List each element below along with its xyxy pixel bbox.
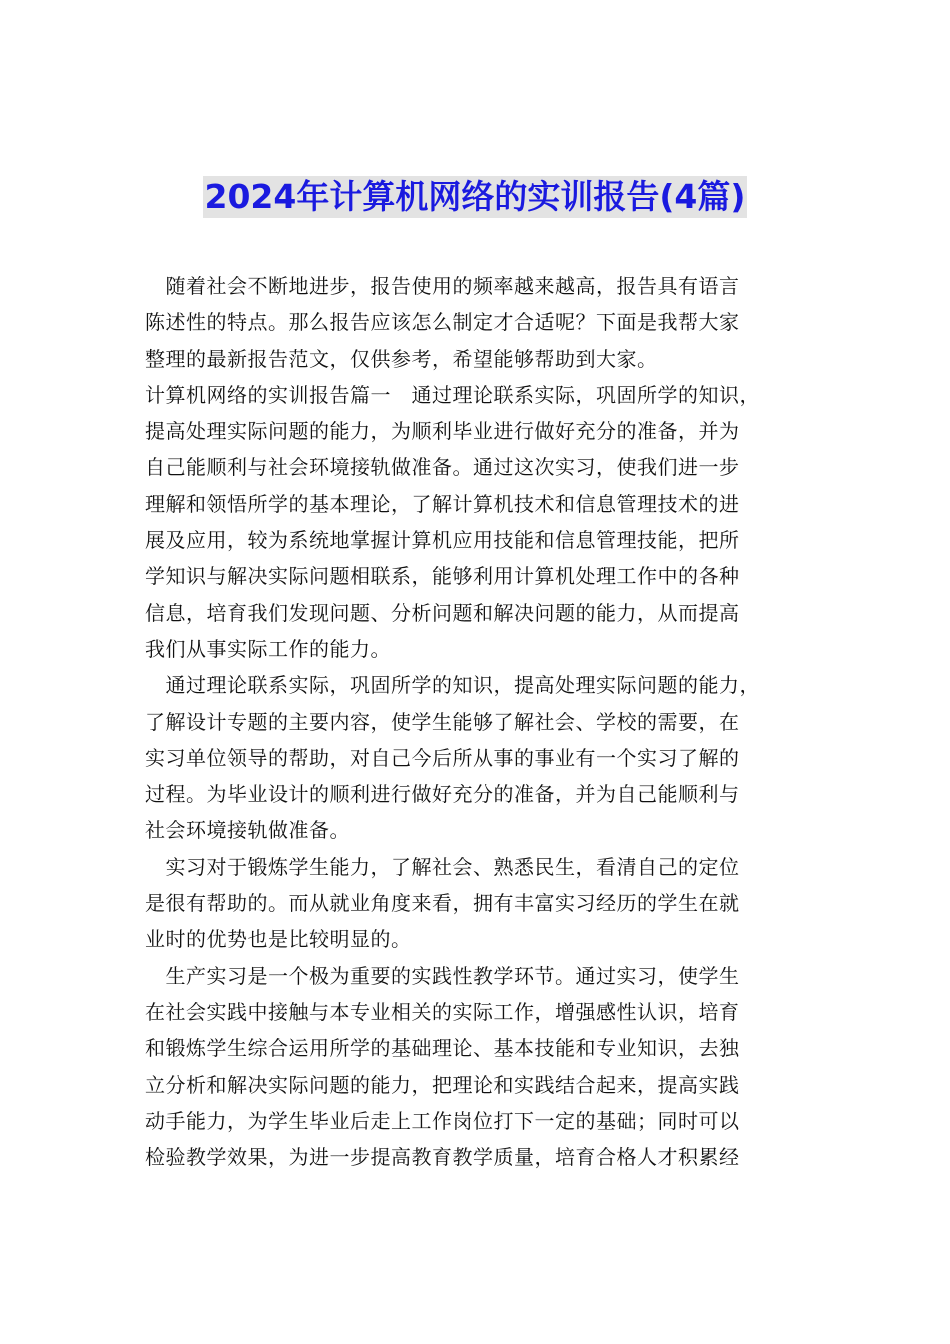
body-line: 自己能顺利与社会环境接轨做准备。通过这次实习，使我们进一步 [145, 455, 740, 480]
body-line: 通过理论联系实际，巩固所学的知识，提高处理实际问题的能力， [145, 673, 760, 698]
body-line: 理解和领悟所学的基本理论，了解计算机技术和信息管理技术的进 [145, 491, 740, 516]
body-line: 是很有帮助的。而从就业角度来看，拥有丰富实习经历的学生在就 [145, 891, 740, 916]
body-line: 随着社会不断地进步，报告使用的频率越来越高，报告具有语言 [145, 274, 740, 298]
body-line: 我们从事实际工作的能力。 [145, 636, 391, 661]
body-line: 陈述性的特点。那么报告应该怎么制定才合适呢？下面是我帮大家 [145, 310, 740, 335]
body-line: 展及应用，较为系统地掌握计算机应用技能和信息管理技能，把所 [145, 528, 740, 553]
body-line: 实习对于锻炼学生能力，了解社会、熟悉民生，看清自己的定位 [145, 854, 740, 879]
body-line: 计算机网络的实训报告篇一 通过理论联系实际，巩固所学的知识， [145, 382, 760, 407]
body-line: 和锻炼学生综合运用所学的基础理论、基本技能和专业知识，去独 [145, 1036, 740, 1061]
body-line: 业时的优势也是比较明显的。 [145, 927, 412, 952]
body-line: 生产实习是一个极为重要的实践性教学环节。通过实习，使学生 [145, 963, 740, 988]
body-line: 提高处理实际问题的能力，为顺利毕业进行做好充分的准备，并为 [145, 419, 740, 444]
body-line: 实习单位领导的帮助，对自己今后所从事的事业有一个实习了解的 [145, 745, 740, 770]
body-line: 检验教学效果，为进一步提高教育教学质量，培育合格人才积累经 [145, 1145, 740, 1170]
body-line: 学知识与解决实际问题相联系，能够利用计算机处理工作中的各种 [145, 564, 740, 589]
body-line: 在社会实践中接触与本专业相关的实际工作，增强感性认识，培育 [145, 999, 740, 1024]
document-body [145, 268, 815, 1175]
body-line: 了解设计专题的主要内容，使学生能够了解社会、学校的需要，在 [145, 709, 740, 734]
body-line: 立分析和解决实际问题的能力，把理论和实践结合起来，提高实践 [145, 1072, 740, 1097]
body-line: 信息，培育我们发现问题、分析问题和解决问题的能力，从而提高 [145, 600, 740, 625]
body-line: 过程。为毕业设计的顺利进行做好充分的准备，并为自己能顺利与 [145, 782, 740, 807]
body-line: 社会环境接轨做准备。 [145, 818, 350, 843]
body-line: 动手能力，为学生毕业后走上工作岗位打下一定的基础；同时可以 [145, 1108, 740, 1133]
document-title: 2024年计算机网络的实训报告(4篇) [204, 177, 746, 216]
body-line: 整理的最新报告范文，仅供参考，希望能够帮助到大家。 [145, 346, 658, 371]
title-container [0, 176, 950, 218]
